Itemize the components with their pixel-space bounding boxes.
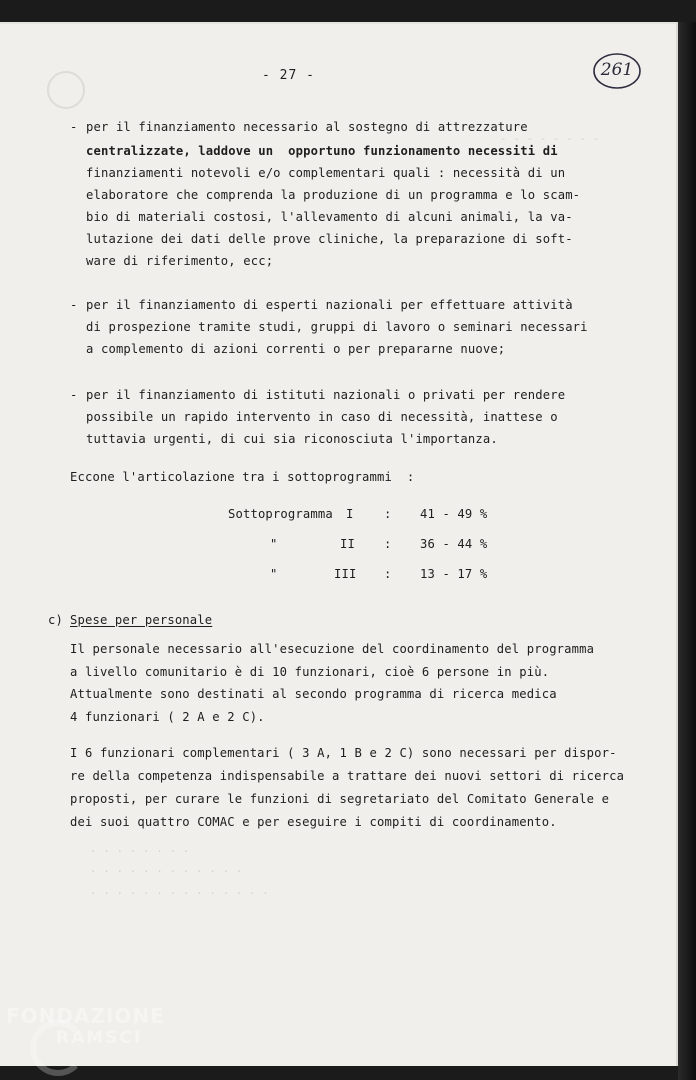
bullet-3-line: tuttavia urgenti, di cui sia riconosciuta l'importanza. <box>86 432 498 446</box>
subprogram-num: III <box>334 567 357 581</box>
paragraph-line: a livello comunitario è di 10 funzionari, cioè 6 persone in più. <box>70 665 550 679</box>
bullet-3-line: possibile un rapido intervento in caso di necessità, inattese o <box>86 410 558 424</box>
subprogram-sep: : <box>384 507 392 521</box>
paragraph-line: Attualmente sono destinati al secondo programma di ricerca medica <box>70 687 557 701</box>
subprogram-name: " <box>270 537 278 551</box>
bullet-1-line: elaboratore che comprenda la produzione di un programma e lo scam- <box>86 188 581 202</box>
bullet-1-line: ware di riferimento, ecc; <box>86 254 274 268</box>
watermark-line-2: RAMSCI <box>56 1028 143 1048</box>
paragraph-line: 4 funzionari ( 2 A e 2 C). <box>70 710 265 724</box>
bullet-2-line: per il finanziamento di esperti nazionali per effettuare attività <box>86 298 573 312</box>
paragraph-line: proposti, per curare le funzioni di segretariato del Comitato Generale e <box>70 792 610 806</box>
page-number: - 27 - <box>262 68 315 83</box>
subprogram-name: " <box>270 567 278 581</box>
section-c-title: Spese per personale <box>70 613 213 627</box>
watermark-line-1: FONDAZIONE <box>6 1004 165 1028</box>
bullet-2-line: a complemento di azioni correnti o per prepararne nuove; <box>86 342 506 356</box>
subprogram-num: II <box>340 537 355 551</box>
bullet-dash-2: - <box>70 298 78 312</box>
binder-edge <box>678 22 696 1080</box>
subprogram-intro: Eccone l'articolazione tra i sottoprogrammi : <box>70 470 415 484</box>
archive-number-mark <box>592 52 642 90</box>
paragraph-line: Il personale necessario all'esecuzione del coordinamento del programma <box>70 642 595 656</box>
paragraph-line: dei suoi quattro COMAC e per eseguire i compiti di coordinamento. <box>70 815 557 829</box>
subprogram-name: Sottoprogramma <box>228 507 333 521</box>
subprogram-range: 13 - 17 % <box>420 567 488 581</box>
bullet-1-line: lutazione dei dati delle prove cliniche, la preparazione di soft- <box>86 232 573 246</box>
bullet-dash-1: - <box>70 120 78 134</box>
subprogram-sep: : <box>384 567 392 581</box>
faint-stamp <box>44 68 88 116</box>
subprogram-num: I <box>346 507 354 521</box>
watermark <box>6 1004 165 1048</box>
subprogram-sep: : <box>384 537 392 551</box>
section-c-label: c) <box>48 613 63 627</box>
archive-number: 261 <box>600 60 634 80</box>
paragraph-line: re della competenza indispensabile a trattare dei nuovi settori di ricerca <box>70 769 625 783</box>
bullet-1-line: bio di materiali costosi, l'allevamento di alcuni animali, la va- <box>86 210 573 224</box>
bullet-1-line: per il finanziamento necessario al sostegno di attrezzature <box>86 120 528 134</box>
bullet-1-line: finanziamenti notevoli e/o complementari quali : necessità di un <box>86 166 566 180</box>
subprogram-range: 41 - 49 % <box>420 507 488 521</box>
bullet-dash-3: - <box>70 388 78 402</box>
paragraph-line: I 6 funzionari complementari ( 3 A, 1 B e 2 C) sono necessari per dispor- <box>70 746 617 760</box>
bullet-1-line: centralizzate, laddove un opportuno funzionamento necessiti di <box>86 144 558 158</box>
bullet-2-line: di prospezione tramite studi, gruppi di lavoro o seminari necessari <box>86 320 588 334</box>
subprogram-range: 36 - 44 % <box>420 537 488 551</box>
bullet-3-line: per il finanziamento di istituti nazionali o privati per rendere <box>86 388 566 402</box>
